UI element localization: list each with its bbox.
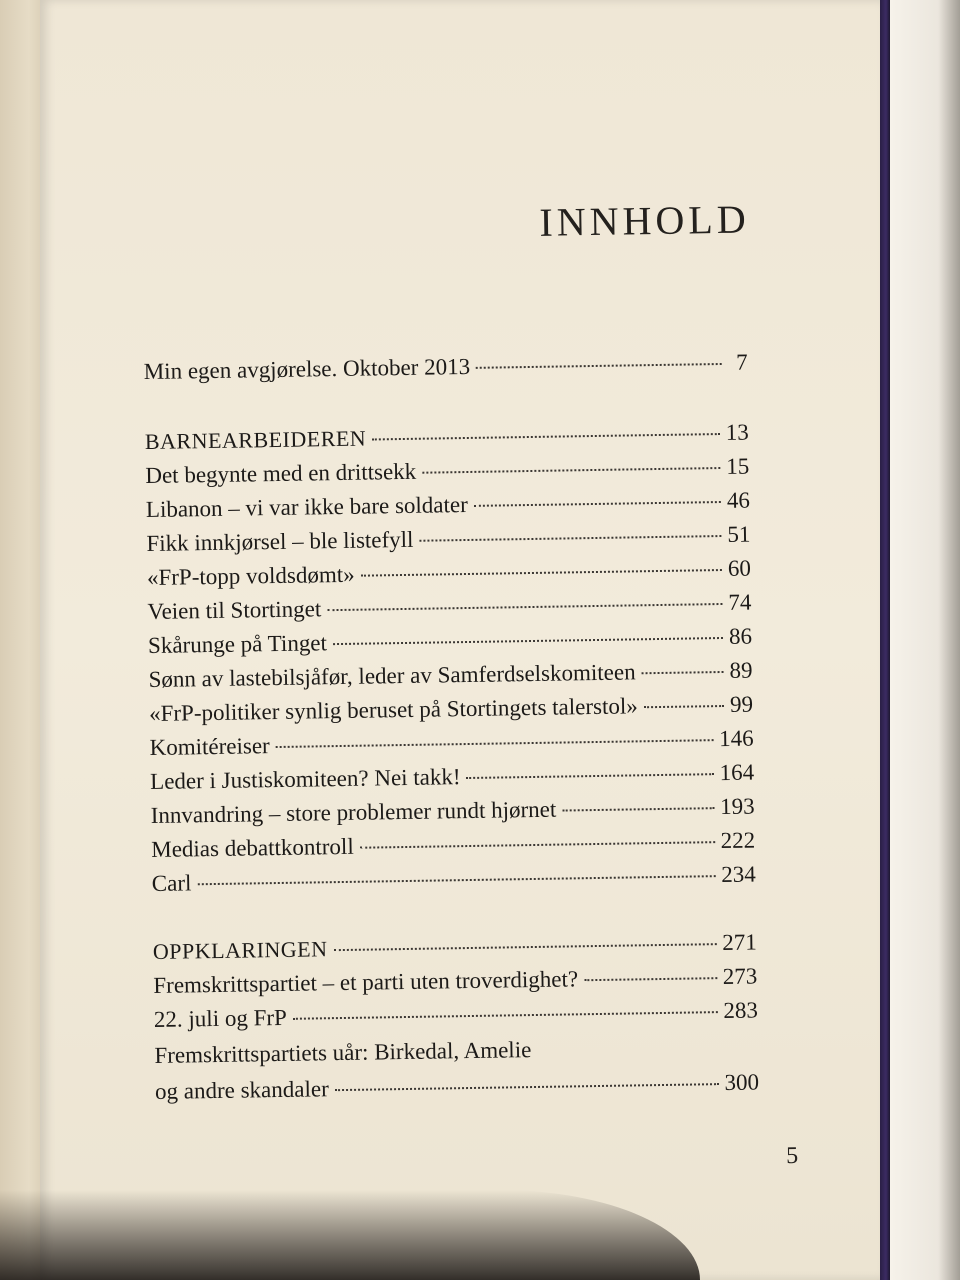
- leader-dots: [476, 363, 722, 369]
- toc-entry: [146, 520, 750, 559]
- leader-dots: [584, 977, 717, 981]
- toc-entry: [153, 961, 757, 1000]
- toc-entry-page: 15: [726, 453, 750, 479]
- toc-entry-page: 164: [719, 759, 755, 786]
- toc-entry-page: 51: [727, 521, 751, 547]
- toc-entry: [151, 826, 755, 865]
- toc-entry-first-line: Fremskrittspartiets uår: Birkedal, Amelie: [154, 1037, 532, 1068]
- toc-entry: [155, 1067, 759, 1106]
- toc-entry: [147, 554, 751, 593]
- toc-entry: [149, 690, 753, 729]
- leader-dots: [562, 807, 714, 811]
- table-of-contents: [138, 0, 798, 1280]
- toc-entry-page: 234: [721, 861, 756, 888]
- toc-entry-page: 222: [720, 827, 756, 854]
- toc-entry-page: 193: [719, 793, 755, 820]
- toc-entry-title: Libanon – vi var ikke bare soldater: [145, 491, 468, 523]
- leader-dots: [276, 739, 713, 748]
- leader-dots: [467, 773, 714, 779]
- leader-dots: [642, 671, 724, 674]
- toc-entry-title: Carl: [151, 870, 192, 896]
- toc-entry-title: Medias debattkontroll: [151, 833, 354, 862]
- leader-dots: [197, 875, 715, 885]
- toc-entry: [147, 588, 751, 627]
- toc-entry-title: Fikk innkjørsel – ble listefyll: [146, 526, 414, 557]
- toc-entry: [150, 792, 754, 831]
- toc-entry: [146, 486, 750, 525]
- toc-entry-page: 300: [724, 1069, 760, 1096]
- section-title: OPPKLARINGEN: [152, 936, 328, 964]
- toc-entry-title: 22. juli og FrP: [153, 1004, 288, 1032]
- cover-binding: [880, 0, 890, 1280]
- leader-dots: [372, 433, 720, 440]
- toc-entry-title: Fremskrittspartiet – et parti uten troverdighet?: [153, 966, 579, 998]
- toc-entry-title: Skårunge på Tinget: [147, 630, 328, 659]
- leader-dots: [327, 603, 722, 611]
- toc-entry: [148, 656, 752, 695]
- toc-entry-title: Komitéreiser: [149, 733, 270, 761]
- leader-dots: [293, 1011, 718, 1020]
- toc-entry: [148, 622, 752, 661]
- toc-entry-page: 60: [727, 555, 752, 581]
- toc-entry-title: Min egen avgjørelse. Oktober 2013: [143, 353, 471, 385]
- toc-entry: [152, 860, 756, 899]
- leader-dots: [361, 569, 722, 577]
- toc-entry-page: 86: [728, 623, 753, 649]
- leader-dots: [334, 943, 717, 951]
- toc-entry: [154, 995, 758, 1034]
- toc-entry-page: 74: [728, 589, 752, 615]
- toc-entry-title: Veien til Stortinget: [147, 596, 322, 625]
- toc-entry: [145, 452, 749, 491]
- toc-section: [145, 418, 749, 457]
- toc-entry-page: 89: [729, 657, 753, 683]
- page-title: INNHOLD: [539, 196, 750, 245]
- leader-dots: [474, 501, 721, 507]
- toc-entry: [150, 758, 754, 797]
- toc-entry-page: 273: [722, 963, 758, 990]
- page-number: 5: [785, 1142, 799, 1170]
- toc-entry-title: Sønn av lastebilsjåfør, leder av Samferdselskomiteen: [148, 659, 636, 693]
- section-title: BARNEARBEIDEREN: [144, 425, 367, 455]
- toc-entry-title: «FrP-politiker synlig beruset på Stortingets talerstol»: [148, 693, 638, 727]
- toc-entry-title: og andre skandaler: [154, 1076, 329, 1104]
- toc-entry: [149, 724, 753, 763]
- toc-entry-title: Leder i Justiskomiteen? Nei takk!: [149, 764, 461, 795]
- leader-dots: [360, 841, 715, 849]
- toc-entry-title: «FrP-topp voldsdømt»: [146, 561, 355, 591]
- toc-entry-page: 13: [725, 419, 749, 445]
- leader-dots: [644, 705, 724, 708]
- toc-entry-page: 99: [729, 691, 754, 717]
- toc-entry-page: 46: [726, 487, 751, 513]
- edge-shadow: [938, 0, 960, 1280]
- leader-dots: [333, 637, 723, 645]
- leader-dots: [335, 1083, 719, 1091]
- toc-section: [153, 928, 757, 967]
- toc-entry-page: 271: [722, 929, 757, 956]
- toc-entry-title: Det begynte med en drittsekk: [145, 458, 417, 489]
- toc-entry-page: 7: [735, 349, 748, 375]
- toc-entry-page: 146: [718, 725, 754, 752]
- toc-entry-page: 283: [723, 997, 759, 1024]
- toc-entry-title: Innvandring – store problemer rundt hjørnet: [150, 796, 557, 829]
- leader-dots: [419, 535, 721, 542]
- leader-dots: [422, 467, 720, 474]
- toc-entry: [144, 348, 748, 387]
